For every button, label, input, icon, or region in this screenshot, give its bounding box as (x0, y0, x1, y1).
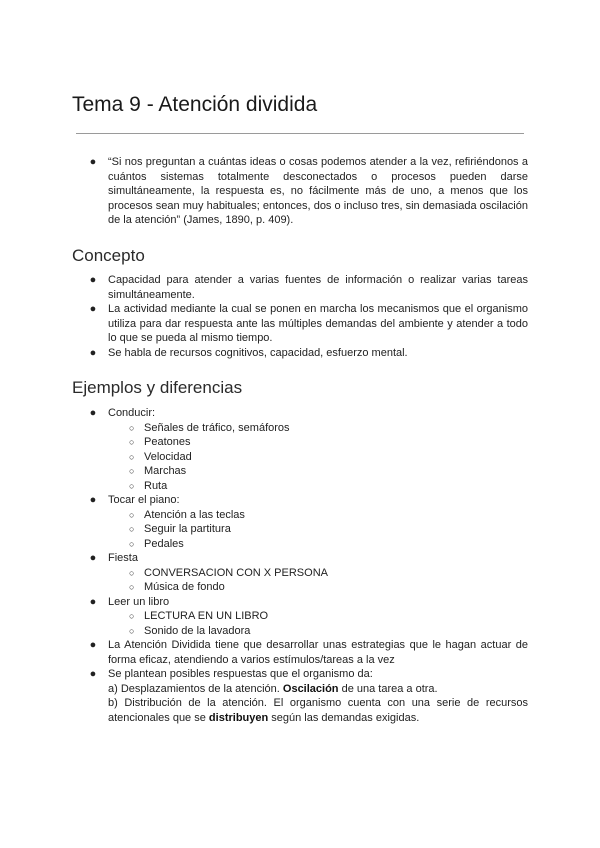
sub-list (108, 508, 528, 552)
circle-bullet-icon: ○ (129, 524, 135, 534)
bullet-icon: ● (89, 595, 97, 608)
list-item (89, 595, 528, 639)
list-item (89, 155, 528, 228)
sub-list-item (108, 624, 528, 639)
sub-list-item (108, 609, 528, 624)
respuesta-b-text-end: según las demandas exigidas. (268, 711, 420, 724)
circle-bullet-icon: ○ (129, 538, 135, 549)
page-title: Tema 9 - Atención dividida (72, 93, 318, 116)
list-item-text: La actividad mediante la cual se ponen en marcha los mecanismos que el organismo utiliza para dar respuesta ante las múltiples demandas del ambiente y atender a todo lo que se pueda al mismo tiempo. (108, 303, 528, 344)
respuesta-a-text: a) Desplazamientos de la atención. (108, 682, 283, 695)
sub-list-item-text: LECTURA EN UN LIBRO (144, 610, 269, 622)
sub-list-item-text: Velocidad (144, 450, 192, 463)
circle-bullet-icon: ○ (129, 437, 135, 447)
list-item-text: Fiesta (108, 552, 138, 564)
list-item (89, 551, 528, 595)
circle-bullet-icon: ○ (129, 567, 135, 578)
bullet-icon: ● (89, 303, 97, 315)
sub-list-item-text: CONVERSACION CON X PERSONA (144, 566, 328, 579)
circle-bullet-icon: ○ (129, 509, 135, 520)
concepto-list (89, 273, 528, 360)
title-divider (76, 133, 524, 134)
bullet-icon: ● (89, 274, 97, 286)
sub-list-item-text: Sonido de la lavadora (144, 624, 251, 637)
sub-list-item (108, 580, 528, 595)
list-item-text: La Atención Dividida tiene que desarrollar unas estrategias que le hagan actuar de forma eficaz, atendiendo a varios estímulos/tareas a la vez (108, 639, 528, 666)
sub-list-item-text: Ruta (144, 479, 168, 492)
sub-list-item (108, 464, 528, 479)
list-item-text: Se habla de recursos cognitivos, capacidad, esfuerzo mental. (108, 346, 408, 359)
respuesta-b (108, 696, 528, 725)
sub-list-item (108, 522, 528, 537)
sub-list-item-text: Atención a las teclas (144, 508, 245, 521)
sub-list (108, 566, 528, 595)
sub-list-item (108, 421, 528, 436)
circle-bullet-icon: ○ (129, 625, 135, 636)
list-item (89, 638, 528, 667)
respuesta-b-bold: distribuyen (208, 711, 269, 724)
bullet-icon: ● (89, 156, 97, 168)
sub-list-item (108, 479, 528, 494)
circle-bullet-icon: ○ (129, 466, 135, 476)
circle-bullet-icon: ○ (129, 451, 135, 462)
circle-bullet-icon: ○ (129, 582, 135, 592)
sub-list-item (108, 435, 528, 450)
bullet-icon: ● (89, 494, 97, 506)
ejemplos-list (89, 406, 528, 725)
bullet-icon: ● (89, 668, 97, 680)
list-item-text: Leer un libro (108, 595, 170, 608)
list-item (89, 493, 528, 551)
sub-list-item-text: Pedales (144, 537, 184, 550)
list-item-text: Conducir: (108, 407, 156, 419)
james-quote: “Si nos preguntan a cuántas ideas o cosas podemos atender a la vez, refiriéndonos a cuántos sistemas totalmente desconectados o procesos pueden darse simultáneamente, la respuesta es, no fácilmente más de uno, a menos que los procesos sean muy habituales; entonces, dos o incluso tres, sin demasiada oscilación de la atención” (James, 1890, p. 409). (108, 156, 528, 226)
circle-bullet-icon: ○ (129, 480, 135, 491)
section-heading-concepto: Concepto (72, 246, 145, 265)
list-item (89, 346, 528, 361)
sub-list-item-text: Marchas (144, 465, 187, 477)
sub-list-item (108, 566, 528, 581)
quote-list (89, 155, 528, 228)
sub-list-item (108, 450, 528, 465)
sub-list-item-text: Peatones (144, 436, 191, 448)
list-item (89, 302, 528, 346)
list-item (89, 406, 528, 493)
list-item-text: Se plantean posibles respuestas que el organismo da: (108, 668, 373, 680)
circle-bullet-icon: ○ (129, 611, 135, 621)
circle-bullet-icon: ○ (129, 422, 135, 433)
bullet-icon: ● (89, 639, 97, 651)
section-heading-ejemplos: Ejemplos y diferencias (72, 378, 243, 397)
list-item (89, 667, 528, 725)
sub-list-item-text: Seguir la partitura (144, 523, 231, 535)
sub-list-item (108, 537, 528, 552)
sub-list-item-text: Música de fondo (144, 581, 225, 593)
bullet-icon: ● (89, 407, 97, 419)
respuesta-a (108, 682, 528, 697)
respuesta-b-text: b) Distribución de la atención. El organismo cuenta con una serie de recursos atencionales que se (108, 697, 528, 724)
sub-list-item (108, 508, 528, 523)
list-item-text: Tocar el piano: (108, 494, 180, 506)
list-item-text: Capacidad para atender a varias fuentes de información o realizar varias tareas simultáneamente. (108, 274, 528, 301)
sub-list (108, 609, 528, 638)
respuesta-a-text-end: de una tarea a otra. (338, 682, 438, 695)
list-item (89, 273, 528, 302)
sub-list (108, 421, 528, 494)
bullet-icon: ● (89, 552, 97, 564)
respuesta-a-bold: Oscilación (282, 682, 339, 695)
bullet-icon: ● (89, 346, 97, 359)
sub-list-item-text: Señales de tráfico, semáforos (144, 421, 290, 434)
